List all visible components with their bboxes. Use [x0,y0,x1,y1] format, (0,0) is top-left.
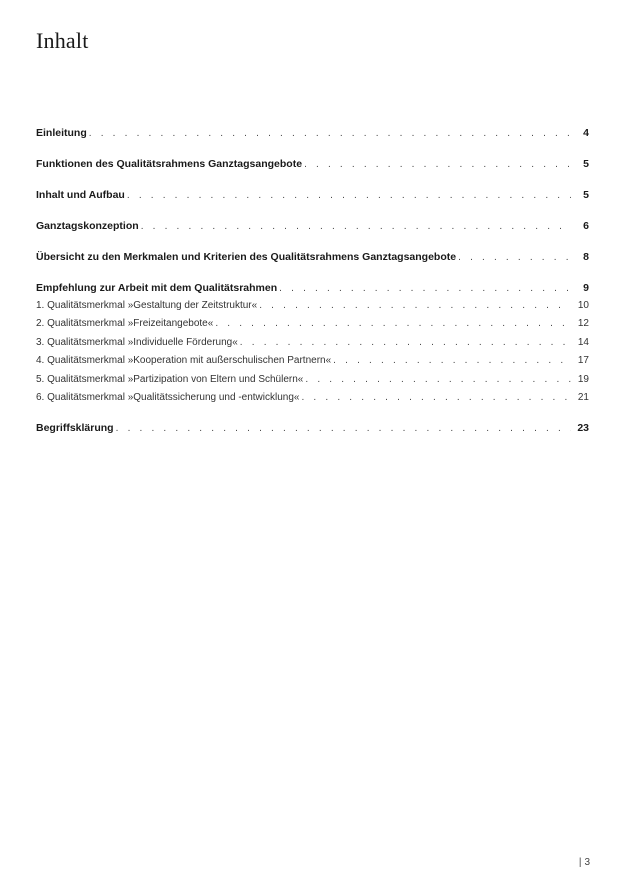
toc-entry-einleitung[interactable] [36,122,589,153]
toc-entry-page: 8 [583,251,589,263]
toc-entry-inhalt-und-aufbau[interactable] [36,184,589,215]
dot-leader [458,247,571,269]
dot-leader [141,216,571,238]
toc-entry-label: Übersicht zu den Merkmalen und Kriterien des Qualitätsrahmens Ganztagsangebote [36,251,457,263]
dot-leader [279,278,571,297]
toc-entry-page: 21 [577,391,589,403]
toc-subentry-6[interactable] [36,389,589,407]
toc-entry-label: Ganztagskonzeption [36,220,139,232]
toc-entry-page: 5 [583,189,589,201]
toc-entry-page: 4 [583,127,589,139]
toc-entry-label: 3. Qualitätsmerkmal »Individuelle Förderung« [36,336,238,348]
toc-entry-funktionen[interactable] [36,153,589,184]
toc-entry-uebersicht[interactable] [36,246,589,277]
toc-entry-page: 10 [577,300,589,311]
dot-leader [116,418,571,440]
dot-leader [127,185,571,207]
toc-entry-page: 23 [577,422,589,435]
dot-leader [240,334,571,352]
dot-leader [259,297,571,315]
page-title: Inhalt [36,28,89,53]
toc-entry-page: 6 [583,220,589,232]
toc-entry-page: 19 [577,373,589,385]
toc-entry-page: 17 [577,355,589,367]
toc-subentry-5[interactable] [36,371,589,389]
toc-entry-page: 12 [577,318,589,330]
dot-leader [304,154,571,176]
dot-leader [89,123,571,145]
toc-entry-label: Inhalt und Aufbau [36,189,125,201]
toc-subentry-4[interactable] [36,352,589,370]
toc-entry-label: Empfehlung zur Arbeit mit dem Qualitätsrahmen [36,282,278,294]
toc-entry-label: 4. Qualitätsmerkmal »Kooperation mit außerschulischen Partnern« [36,355,332,367]
dot-leader [305,371,571,389]
toc-entry-label: 5. Qualitätsmerkmal »Partizipation von Eltern und Schülern« [36,373,304,385]
toc-entry-label: 1. Qualitätsmerkmal »Gestaltung der Zeitstruktur« [36,300,258,311]
toc-entry-page: 5 [583,158,589,170]
toc-entry-label: 2. Qualitätsmerkmal »Freizeitangebote« [36,318,214,330]
table-of-contents [36,122,589,448]
page-number [579,857,590,868]
toc-entry-label: Funktionen des Qualitätsrahmens Ganztagsangebote [36,158,303,170]
page-number-separator: | [578,857,582,868]
toc-entry-label: Einleitung [36,127,87,139]
toc-subentry-3[interactable] [36,334,589,352]
dot-leader [333,352,571,370]
toc-entry-begriffsklaerung[interactable] [36,417,589,448]
toc-entry-label: Begriffsklärung [36,422,114,435]
toc-entry-page: 14 [577,336,589,348]
dot-leader [215,315,571,333]
page-number-value: 3 [584,857,590,868]
toc-subentry-1[interactable] [36,297,589,315]
toc-subentry-2[interactable] [36,315,589,333]
toc-entry-ganztagskonzeption[interactable] [36,215,589,246]
toc-entry-page: 9 [583,282,589,294]
dot-leader [301,389,571,407]
toc-entry-empfehlung[interactable] [36,277,589,297]
toc-entry-label: 6. Qualitätsmerkmal »Qualitätssicherung und -entwicklung« [36,391,300,403]
